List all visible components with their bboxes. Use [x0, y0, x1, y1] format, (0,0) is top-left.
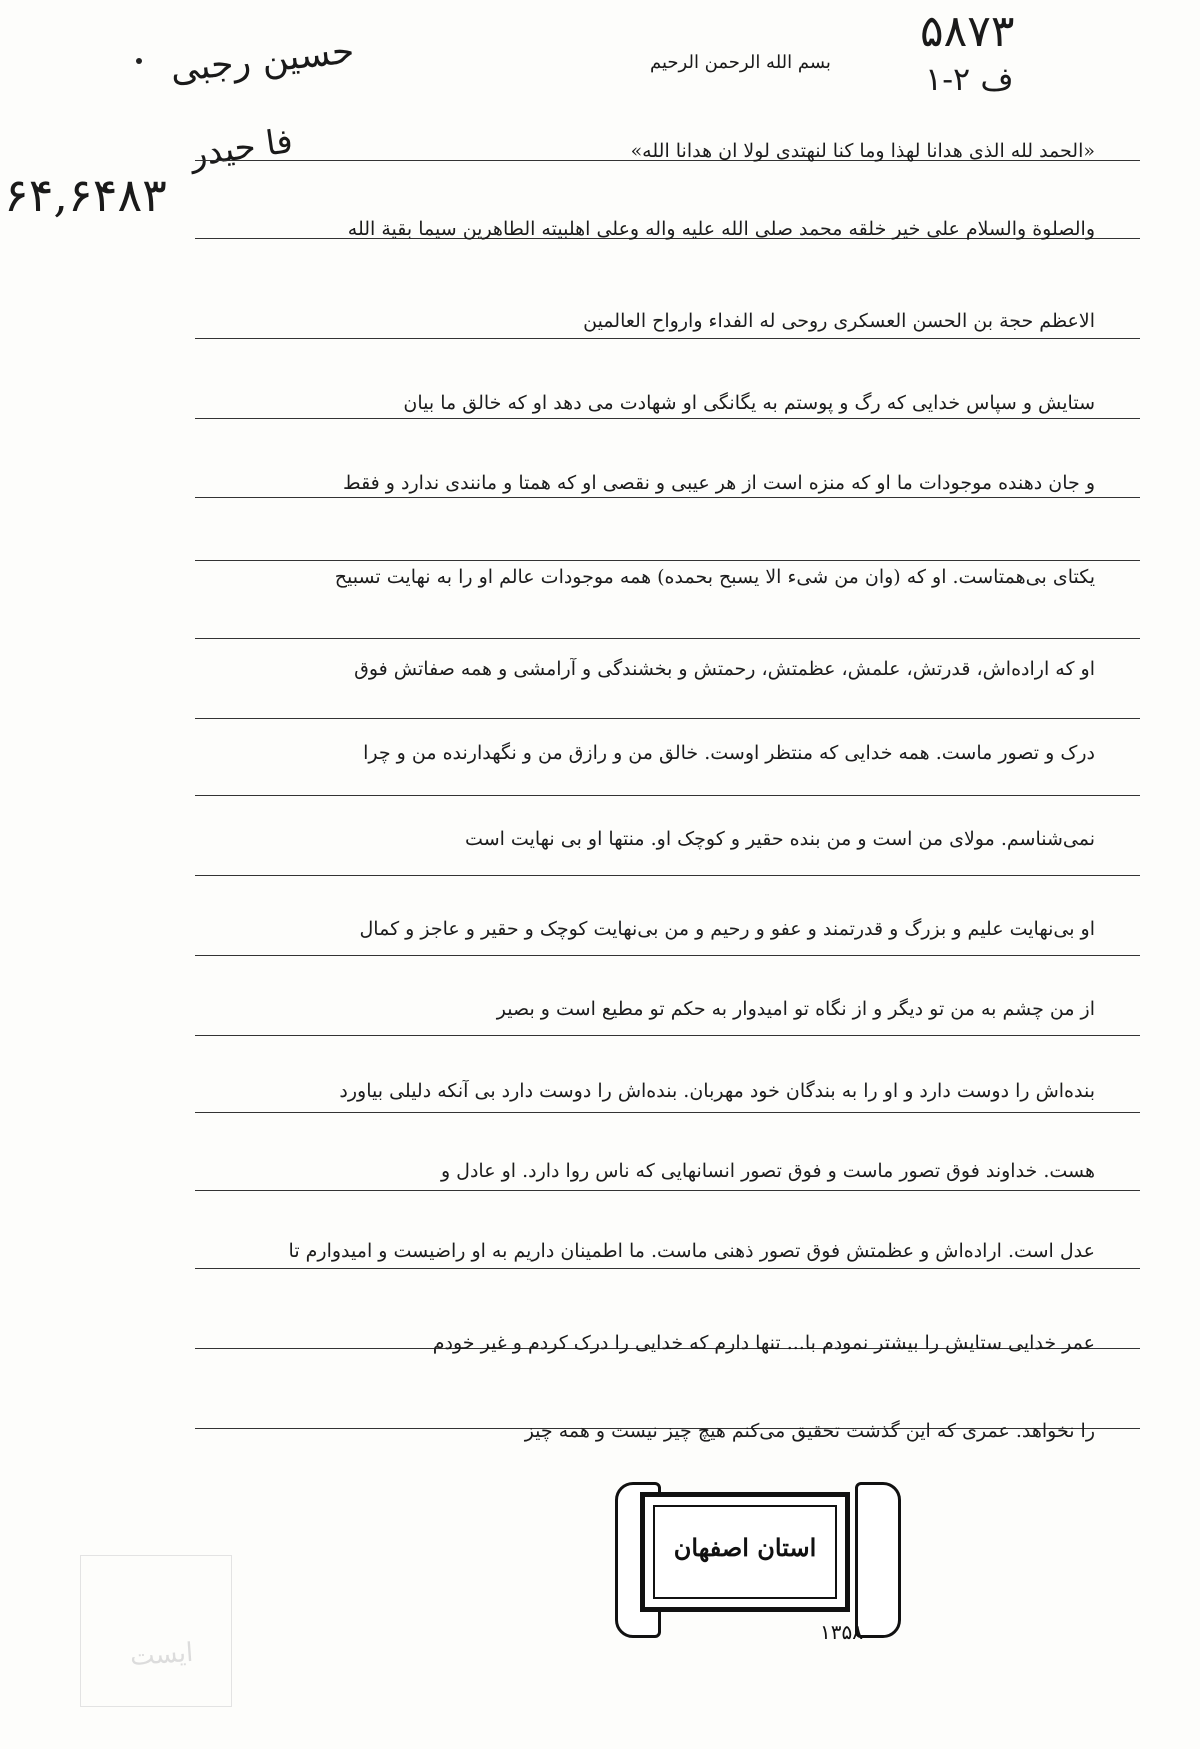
body-line: او که اراده‌اش، قدرتش، علمش، عظمتش، رحمتش و بخشندگی و آرامشی و همه صفاتش فوق	[354, 658, 1095, 680]
stamp-text: استان اصفهان	[673, 1533, 817, 1562]
body-line: نمی‌شناسم. مولای من است و من بنده حقیر و کوچک او. منتها او بی نهایت است	[465, 828, 1095, 850]
ruled-line	[195, 875, 1140, 876]
ruled-line	[195, 1190, 1140, 1191]
ruled-line	[195, 638, 1140, 639]
ruled-line	[195, 795, 1140, 796]
author-subname: فا حیدر	[187, 121, 296, 175]
faint-bleedthrough-box	[80, 1555, 232, 1707]
body-line: الاعظم حجة بن الحسن العسکری روحی له الفداء وارواح العالمین	[583, 310, 1095, 332]
ruled-line	[195, 1112, 1140, 1113]
body-line: عمر خدایی ستایش را بیشتر نمودم با... تنها دارم که خدایی را درک کردم و غیر خودم	[432, 1332, 1095, 1354]
document-subcode: ف ۲-۱	[925, 60, 1014, 98]
bismillah-heading: بسم الله الرحمن الرحیم	[650, 52, 831, 73]
stamp-year: ۱۳۵۸	[820, 1620, 863, 1644]
body-line: عدل است. اراده‌اش و عظمتش فوق تصور ذهنی ماست. ما اطمینان داریم به او راضیست و امیدوارم تا	[288, 1240, 1095, 1262]
official-stamp	[640, 1492, 850, 1612]
body-line: را نخواهد. عمری که این گذشت تحقیق می‌کنم هیچ چیز نیست و همه چیز	[524, 1420, 1095, 1442]
archive-number: ۶۴,۶۴۸۳	[4, 168, 167, 222]
body-line: درک و تصور ماست. همه خدایی که منتظر اوست. خالق من و رازق من و نگهدارنده من و چرا	[363, 742, 1095, 764]
body-line: بنده‌اش را دوست دارد و او را به بندگان خود مهربان. بنده‌اش را دوست دارد بی آنکه دلیلی بیاورد	[339, 1080, 1095, 1102]
body-line: یکتای بی‌همتاست. او که (وان من شیء الا یسبح بحمده) همه موجودات عالم او را به نهایت تسبیح	[334, 566, 1095, 588]
body-line: و جان دهنده موجودات ما او که منزه است از هر عیبی و نقصی او که همتا و مانندی ندارد و فقط	[343, 472, 1095, 494]
body-line: ستایش و سپاس خدایی که رگ و پوستم به یگانگی او شهادت می دهد او که خالق ما بیان	[403, 392, 1095, 414]
body-line: از من چشم به من تو دیگر و از نگاه تو امیدوار به حکم تو مطیع است و بصیر	[496, 998, 1095, 1020]
body-line: «الحمد لله الذی هدانا لهذا وما کنا لنهتدی لولا ان هدانا الله»	[630, 140, 1095, 162]
stamp-emblem-right	[855, 1482, 901, 1638]
ruled-line	[195, 338, 1140, 339]
ruled-line	[195, 1035, 1140, 1036]
ruled-line	[195, 560, 1140, 561]
body-line: والصلوة والسلام علی خیر خلقه محمد صلی الله علیه واله وعلی اهلبیته الطاهرین سیما بقیة الله	[347, 218, 1095, 240]
ruled-line	[195, 955, 1140, 956]
ruled-line	[195, 497, 1140, 498]
author-name: حسین رجبی	[168, 30, 357, 91]
ruled-line	[195, 418, 1140, 419]
faint-bleedthrough-text: ایست	[129, 1637, 195, 1673]
bullet-mark	[136, 58, 142, 64]
body-line: هست. خداوند فوق تصور ماست و فوق تصور انسانهایی که ناس روا دارد. او عادل و	[440, 1160, 1095, 1182]
ruled-line	[195, 718, 1140, 719]
body-line: او بی‌نهایت علیم و بزرگ و قدرتمند و عفو و رحیم و من بی‌نهایت کوچک و حقیر و عاجز و کمال	[359, 918, 1095, 940]
ruled-line	[195, 1268, 1140, 1269]
document-code: ۵۸۷۳	[920, 6, 1015, 57]
